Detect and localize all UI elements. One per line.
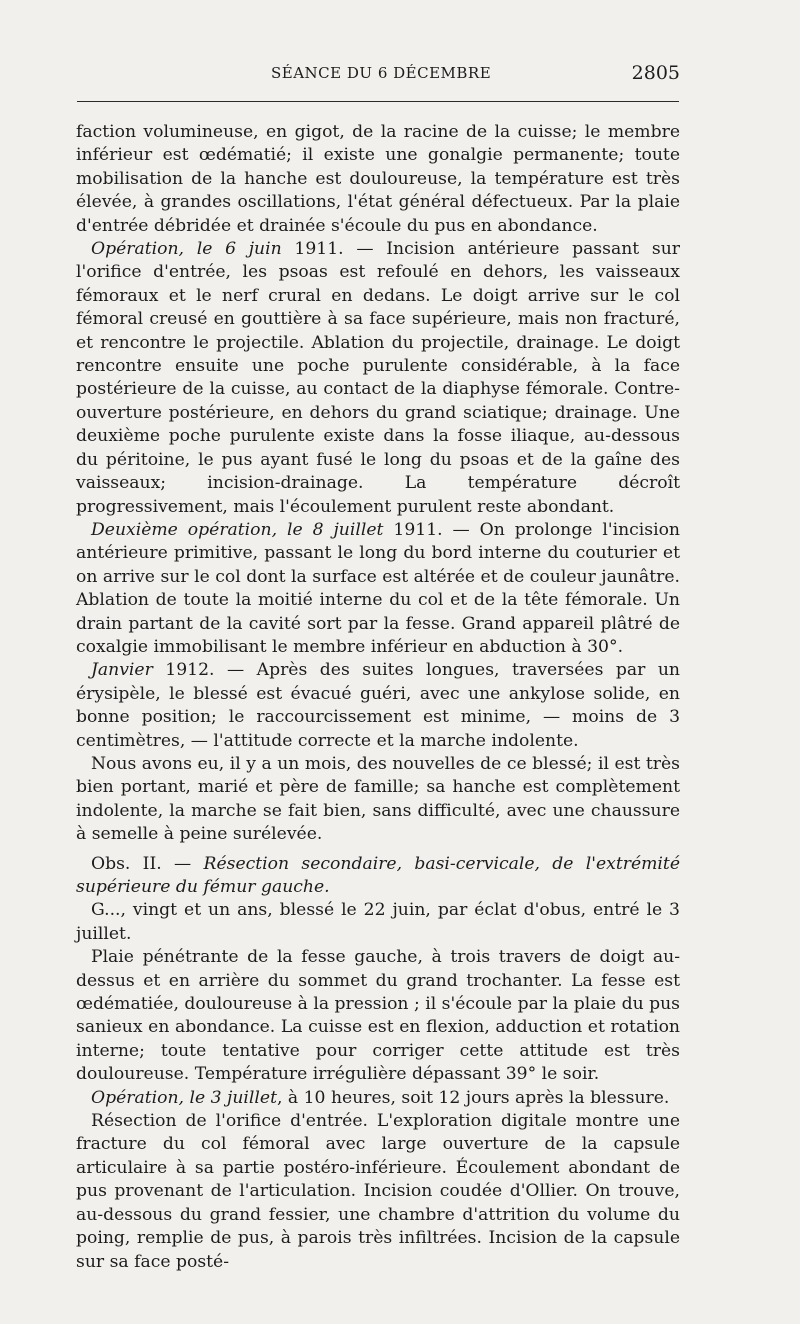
paragraph-lead: Janvier — [91, 660, 153, 681]
paragraph — [76, 1087, 680, 1110]
paragraph-lead: Opération, le 3 juillet — [91, 1087, 277, 1108]
header-rule — [77, 101, 679, 102]
paragraph-text: , à 10 heures, soit 12 jours après la blessure. — [276, 1087, 670, 1108]
observation-heading — [76, 853, 680, 900]
paragraph — [76, 519, 680, 659]
paragraph-lead: Opération, le 6 juin — [91, 239, 282, 260]
header-title: SÉANCE DU 6 DÉCEMBRE — [271, 64, 492, 82]
paragraph: Plaie pénétrante de la fesse gauche, à trois travers de doigt au-dessus et en arrière du sommet du grand trochanter. La fesse est œdématiée, douloureuse à la pression ; il s'écoule par la plaie du pus sanieux en abondance. La cuisse est en flexion, adduction et rotation interne; toute tentative pour corriger cette attitude est très douloureuse. Température irrégulière dépassant 39° le soir. — [76, 947, 681, 1085]
paragraph: faction volumineuse, en gigot, de la racine de la cuisse; le membre inférieur est œdématié; il existe une gonalgie permanente; toute mobilisation de la hanche est douloureuse, la température est très élevée, à grandes oscillations, l'état général défectueux. Par la plaie d'entrée débridée et drainée s'écoule du pus en abondance. — [76, 122, 680, 236]
paragraph — [76, 238, 680, 519]
paragraph-text: 1911. — On prolonge l'incision antérieure primitive, passant le long du bord interne du couturier et on arrive sur le col dont la surface est altérée et de couleur jaunâtre. Ablation de toute la moitié interne du col et de la tête fémorale. Un drain partant de la cavité sort par la fesse. Grand appareil plâtré de coxalgie immobilisant le membre inférieur en abduction à 30°. — [76, 519, 681, 657]
observation-label: Obs. II. — — [91, 853, 204, 874]
paragraph-text: 1912. — Après des suites longues, traversées par un érysipèle, le blessé est évacué guéri, avec une ankylose solide, en bonne position; le raccourcissement est minime, — moins de 3 centimètres, — l'attitude correcte et la marche indolente. — [76, 660, 680, 751]
running-header — [76, 62, 680, 92]
paragraph-text: 1911. — Incision antérieure passant sur l'orifice d'entrée, les psoas est refoulé en dehors, les vaisseaux fémoraux et le nerf crural en dedans. Le doigt arrive sur le col fémoral creusé en gouttière à sa face supérieure, mais non fracturé, et rencontre le projectile. Ablation du projectile, drainage. Le doigt rencontre ensuite une poche purulente considérable, à la face postérieure de la cuisse, au contact de la diaphyse fémorale. Contre-ouverture postérieure, en dehors du grand sciatique; drainage. Une deuxième poche purulente existe dans la fosse iliaque, au-dessous du péritoine, le pus ayant fusé le long du psoas et de la gaîne des vaisseaux; incision-drainage. La température décroît progressivement, mais l'écoulement purulent reste abondant. — [76, 239, 680, 517]
paragraph-lead: Deuxième opération, le 8 juillet — [91, 519, 384, 540]
paragraph — [76, 659, 680, 753]
page-number: 2805 — [631, 62, 680, 84]
observation-title: Résection secondaire, basi-cervicale, de l'extrémité supérieure du fémur gauche. — [76, 853, 680, 897]
paragraph: Résection de l'orifice d'entrée. L'exploration digitale montre une fracture du col fémoral avec large ouverture de la capsule articulaire à sa partie postéro-inférieure. Écoulement abondant de pus provenant de l'articulation. Incision coudée d'Ollier. On trouve, au-dessous du grand fessier, une chambre d'attrition du volume du poing, remplie de pus, à parois très infiltrées. Incision de la capsule sur sa face posté- — [76, 1111, 680, 1272]
body-text — [76, 121, 680, 1274]
paragraph: G..., vingt et un ans, blessé le 22 juin, par éclat d'obus, entré le 3 juillet. — [76, 900, 680, 944]
paragraph: Nous avons eu, il y a un mois, des nouvelles de ce blessé; il est très bien portant, marié et père de famille; sa hanche est complètement indolente, la marche se fait bien, sans difficulté, avec une chaussure à semelle à peine surélevée. — [76, 753, 680, 845]
